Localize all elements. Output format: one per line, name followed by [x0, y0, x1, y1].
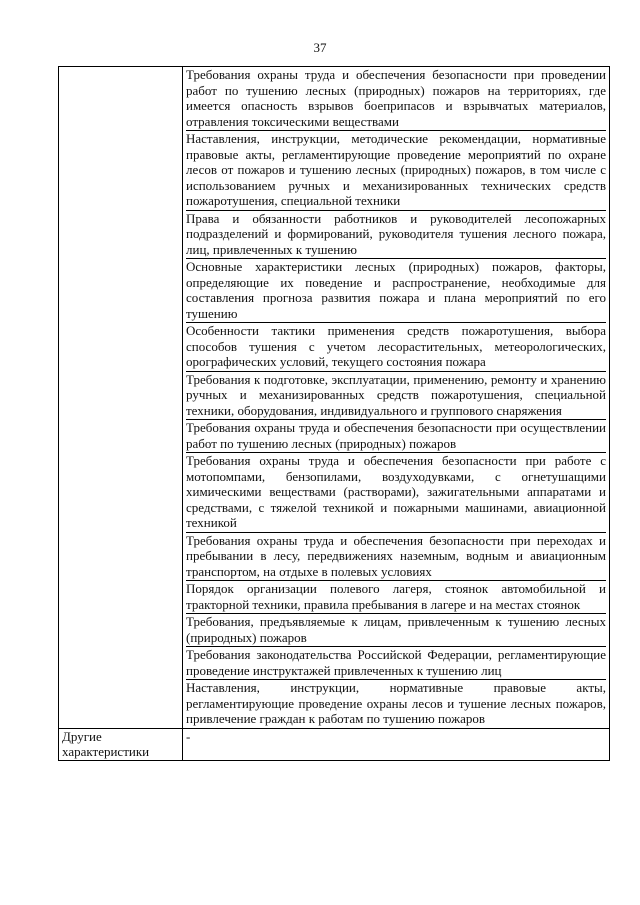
list-item: Требования охраны труда и обеспечения безопасности при переходах и пребывании в лесу, передвижениях наземным, водным и авиационным транспортом, на отдыхе в полевых условиях: [186, 533, 606, 582]
list-item: Порядок организации полевого лагеря, стоянок автомобильной и тракторной техники, правила пребывания в лагере и на местах стоянок: [186, 581, 606, 614]
list-item: Требования, предъявляемые к лицам, привлеченным к тушению лесных (природных) пожаров: [186, 614, 606, 647]
other-characteristics-label: Другие характеристики: [59, 728, 183, 760]
page-number: 37: [313, 40, 327, 55]
requirements-cell: [183, 67, 610, 729]
list-item: Особенности тактики применения средств пожаротушения, выбора способов тушения с учетом лесорастительных, метеорологических, орографических условий, текущего состояния пожара: [186, 323, 606, 372]
list-item: Требования охраны труда и обеспечения безопасности при работе с мотопомпами, бензопилами, воздуходувками, с огнетушащими химическими веществами (растворами), зажигательными аппаратами и средствами, с тяжелой техникой и пожарными машинами, авиационной техникой: [186, 453, 606, 533]
list-item: Наставления, инструкции, методические рекомендации, нормативные правовые акты, регламентирующие проведение мероприятий по охране лесов от пожаров и тушению лесных (природных) пожаров, в том числе с использованием ручных и механизированных технических средств пожаротушения, специальной техники: [186, 131, 606, 211]
list-item: Основные характеристики лесных (природных) пожаров, факторы, определяющие их поведение и распространение, необходимые для составления прогноза развития пожара и плана мероприятий по его тушению: [186, 259, 606, 323]
list-item: Требования законодательства Российской Федерации, регламентирующие проведение инструктажей привлеченных к тушению лиц: [186, 647, 606, 680]
empty-label-cell: [59, 67, 183, 729]
table-row: [59, 67, 610, 729]
list-item: Наставления, инструкции, нормативные правовые акты, регламентирующие проведение охраны лесов и тушение лесных пожаров, привлечение граждан к работам по тушению пожаров: [186, 680, 606, 726]
list-item: Требования к подготовке, эксплуатации, применению, ремонту и хранению ручных и механизированных средств пожаротушения, специальной техники, оборудования, индивидуального и группового снаряжения: [186, 372, 606, 421]
other-characteristics-value: -: [183, 728, 610, 760]
list-item: Права и обязанности работников и руководителей лесопожарных подразделений и формирований, руководителя тушения лесного пожара, лиц, привлеченных к тушению: [186, 211, 606, 260]
table-row: [59, 728, 610, 760]
knowledge-table: [58, 66, 610, 761]
list-item: Требования охраны труда и обеспечения безопасности при проведении работ по тушению лесных (природных) пожаров на территориях, где имеется опасность взрывов боеприпасов и взрывчатых материалов, отравления токсическими веществами: [186, 67, 606, 131]
list-item: Требования охраны труда и обеспечения безопасности при осуществлении работ по тушению лесных (природных) пожаров: [186, 420, 606, 453]
